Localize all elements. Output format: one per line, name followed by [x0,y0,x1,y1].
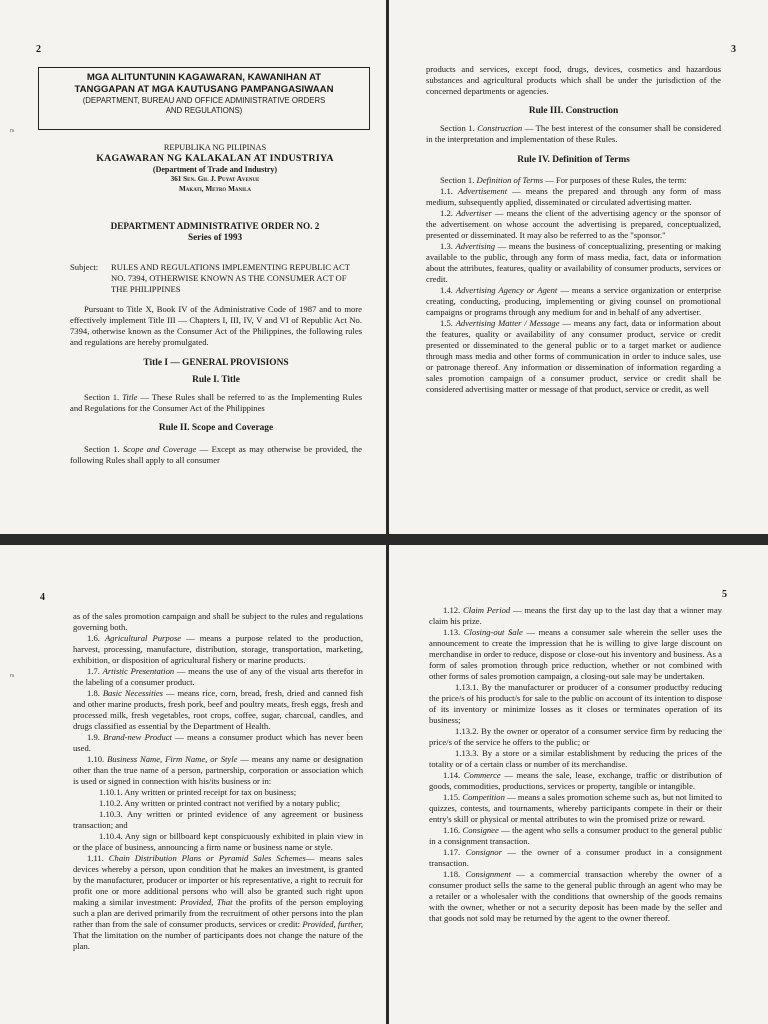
def-number: 1.10. [87,754,105,764]
page-5-body [429,605,722,924]
def-term: Artistic Presentation [102,666,175,676]
def-number: 1.16. [443,825,461,835]
def-term: Claim Period [462,605,511,615]
def-number: 1.7. [87,666,100,676]
definition-1-15 [429,792,722,825]
def-text: — means any fact, data or information about the features, quality or availability of any consumer product, service or credit presented or disseminated to the general public or to a target market or audience through mass media and other forms of communication in order to induce sales, use or patronage thereof. Any information or dissemination of information regarding a sales promotion campaign of a consumer product, service or credit shall be considered advertising matter or message of that product, service or credit, as well [426,318,721,394]
order-series: Series of 1993 [187,232,243,242]
definition-1-4 [426,285,721,318]
def-text: — the agent who sells a consumer product to the general public in a consignment transaction. [429,825,723,846]
def-text: — means the first day up to the last day that a winner may claim his prize. [429,605,722,626]
definition-1-13-2: 1.13.2. By the owner or operator of a consumer service firm by reducing the price/s of the service he offers to the public; or [429,726,722,747]
def-text: — means the prepared and through any form of mass medium, subsequently applied, disseminated or circulated advertising matter. [426,186,722,207]
def-term: Competition [462,792,505,802]
department-english: (Department of Trade and Industry) [152,165,278,174]
preamble: Pursuant to Title X, Book IV of the Administrative Code of 1987 and to more effectively implement Title III — Chapters I, III, IV, V and VI of Republic Act No. 7394, otherwise known as the Consumer Act of the Philippines, the following rules and regulations are hereby promulgated. [70,304,362,347]
header-box [38,67,370,130]
address-line2: Makati, Metro Manila [178,184,252,193]
def-term: Brand-new Product [103,732,172,742]
def-number: 1.12. [443,605,461,615]
def-term: Consignment [465,869,511,879]
subject-text: RULES AND REGULATIONS IMPLEMENTING REPUBLIC ACT NO. 7394, OTHERWISE KNOWN AS THE CONSUMER ACT OF THE PHILIPPINES [111,262,350,294]
def-text: — means a sales promotion scheme such as, but not limited to quizzes, contests, and tournaments, whereby participants compete in their or their entry's skill or physical or mental attributes to win the promised prize or reward. [429,792,722,824]
def-number: 1.15. [443,792,461,802]
page-number: 2 [36,44,41,55]
section-term: Title [122,392,138,402]
subject-label: Subject: [70,262,99,272]
def-number: 1.4. [440,285,453,295]
header-subtitle-line2: AND REGULATIONS) [165,106,243,115]
def-term: Basic Necessities [102,688,164,698]
def-term: Consignor [465,847,502,857]
def-term: Advertising Agency or Agent [455,285,558,295]
rule-1-section-1 [70,392,362,414]
def-term: Advertising [455,241,496,251]
header-title-line1: MGA ALITUNTUNIN KAGAWARAN, KAWANIHAN AT [86,72,322,83]
definition-1-10-1: 1.10.1. Any written or printed receipt for tax on business; [99,787,297,797]
def-term: Advertiser [456,208,492,218]
def-text: — means the use of any of the visual arts therefor in the labeling of a consumer product. [73,666,363,687]
definition-1-10-2: 1.10.2. Any written or printed contract not verified by a notary public; [99,798,341,808]
definition-1-13-1: 1.13.1. By the manufacturer or producer of a consumer productby reducing the price/s of his product/s for sale to the public on account of its intention to dispose of its inventory or minimize losses as it closes or terminates operation of its business; [429,682,722,725]
definition-1-13 [429,627,722,682]
definition-1-11 [73,853,363,952]
def-term: Consignee [462,825,499,835]
continuation: as of the sales promotion campaign and shall be subject to the rules and regulations governing both. [73,611,363,632]
republic: REPUBLIKA NG PILIPINAS [163,143,267,152]
def-text: — means a purpose related to the production, harvest, processing, manufacture, distribution, storage, transportation, marketing, exhibition, or disposition of agricultural fishery or marine products. [73,633,363,665]
def-number: 1.14. [443,770,461,780]
def-term: Closing-out Sale [463,627,523,637]
definition-1-16 [429,825,722,847]
def-text: That the limitation on the number of participants does not change the nature of the plan. [73,930,363,951]
address-line1: 361 Sen. Gil J. Puyat Avenue [170,175,260,183]
section-text: — The best interest of the consumer shall be considered in the interpretation and implementation of these Rules. [426,123,721,144]
rule-4-heading: Rule IV. Definition of Terms [517,155,630,165]
def-number: 1.5. [440,318,453,328]
definition-1-9 [73,732,363,754]
page-4 [0,545,386,1024]
page-3-body [426,64,721,395]
def-number: 1.13. [443,627,461,637]
def-term: Agricultural Purpose [104,633,182,643]
section-label: Section 1. [440,175,475,185]
definition-1-12 [429,605,722,627]
proviso: Provided, That [180,897,233,907]
definition-1-14 [429,770,722,792]
def-text: — means a consumer product which has never been used. [73,732,363,753]
rule-2-heading: Rule II. Scope and Coverage [158,423,274,433]
def-text: the profits of the person employing such a plan are derived primarily from the recruitment of other persons into the plan rather than from the sale of consumer products, services or credit: [73,897,363,929]
definition-1-5 [426,318,721,395]
definition-1-13-3: 1.13.3. By a store or a similar establishment by reducing the prices of the totality or of a certain class or number of its merchandise. [429,748,722,769]
def-text: — means the sale, lease, exchange, traffic or distribution of goods, commodities, productions, services or property, tangible or intangible. [429,770,722,791]
rule-3-section-1 [426,123,721,145]
definition-1-10-3: 1.10.3. Any written or printed evidence of any agreement or business transaction; and [73,809,363,830]
section-text: — These Rules shall be referred to as the Implementing Rules and Regulations for the Consumer Act of the Philippines [70,392,362,413]
def-text: — means sales devices whereby a person, upon condition that he makes an investment, is granted by the manufacturer, producer or importer or his representative, a right to recruit for profit one or more additional persons who will also be granted such right upon making a similar investment: [73,853,363,907]
definition-1-1 [426,186,721,208]
def-number: 1.3. [440,241,453,251]
section-label: Section 1. [84,392,120,402]
rule-4-section-1 [426,175,721,186]
rule-3-heading: Rule III. Construction [528,106,619,116]
def-term: Advertising Matter / Message [455,318,560,328]
def-text: — means any name or designation other than the true name of a person, partnership, corporation or association which is used or signed in connection with his/its business or in: [73,754,363,786]
def-number: 1.11. [87,853,104,863]
page-number: 4 [40,592,45,603]
rule-2-section-1 [70,444,362,466]
def-text: — means rice, corn, bread, fresh, dried and canned fish and other marine products, fresh pork, beef and poultry meats, fresh eggs, fresh and processed milk, fresh vegetables, root crops, coffee, sugar, charcoal, candles, and drugs classified as essential by the Department of Health. [73,688,363,731]
page-4-body [73,611,363,952]
margin-mark: rs [10,673,15,679]
def-number: 1.9. [87,732,100,742]
section-term: Definition of Terms [476,175,544,185]
def-term: Advertisement [457,186,508,196]
def-text: — the owner of a consumer product in a consignment transaction. [429,847,722,868]
page-number: 3 [731,44,736,55]
definition-1-8 [73,688,363,732]
definition-1-2 [426,208,721,241]
def-text: — a commercial transaction whereby the owner of a consumer product sells the same to the general public through an agent who may be a retailer or a wholesaler with the conditions that ownership of the goods remains with the owner, whether or not a security deposit has been made by the seller and that goods not sold may be returned by the agent to the owner thereof. [429,869,722,923]
def-text: — means the business of conceptualizing, presenting or making available to the public, through any form of mass media, fact, data or information about the attributes, features, quality or availability of consumer products, services or credit. [426,241,721,284]
def-number: 1.6. [87,633,100,643]
continuation: products and services, except food, drugs, devices, cosmetics and hazardous substances and agricultural products which shall be under the jurisdiction of the concerned departments or agencies. [426,64,721,96]
department: KAGAWARAN NG KALAKALAN AT INDUSTRIYA [96,153,334,164]
page-2-body [70,304,362,466]
section-term: Scope and Coverage [122,444,197,454]
section-label: Section 1. [84,444,120,454]
def-term: Chain Distribution Plans or Pyramid Sales Schemes [108,853,306,863]
def-term: Commerce [463,770,501,780]
section-text: — Except as may otherwise be provided, the following Rules shall apply to all consumer [70,444,362,465]
section-label: Section 1. [440,123,475,133]
page-5 [389,545,768,1024]
definition-1-18 [429,869,722,924]
title-1-heading: Title I — GENERAL PROVISIONS [143,358,289,368]
def-number: 1.17. [443,847,461,857]
def-text: — means a service organization or enterprise creating, conducting, producing, implementing or giving counsel on promotional campaigns or programs through any medium for and in behalf of any advertiser. [426,285,721,317]
page-number: 5 [722,589,727,600]
def-text: — means the client of the advertising agency or the sponsor of the advertisement on whose account the advertising is prepared, conceptualized, presented or disseminated. It may also be referred to as the "sponsor." [426,208,721,240]
issuer-block [70,143,360,194]
page-3 [389,0,768,534]
rule-1-heading: Rule I. Title [192,375,240,385]
definition-1-10 [73,754,363,787]
proviso: Provided, further, [302,919,363,929]
def-number: 1.1. [440,186,453,196]
def-text: — means a consumer sale wherein the seller uses the announcement to create the impression that he is willing to give large discount on merchandise in order to reduce, dispose or close-out his inventory and business. As a form of sales promotion through price reduction, whether or not combined with other forms of sales promotion campaign, a closing-out sale may be undertaken. [429,627,722,681]
header-subtitle-line1: (DEPARTMENT, BUREAU AND OFFICE ADMINISTRATIVE ORDERS [82,96,326,105]
order-heading [70,221,360,243]
page-2 [0,0,386,534]
def-number: 1.18. [443,869,461,879]
section-text: — For purposes of these Rules, the term: [545,175,687,185]
order-title: DEPARTMENT ADMINISTRATIVE ORDER NO. 2 [110,221,320,231]
definition-1-10-4: 1.10.4. Any sign or billboard kept conspicuously exhibited in plain view in or the place of business, announcing a firm name or business name or style. [73,831,363,852]
def-number: 1.2. [440,208,453,218]
section-term: Construction [477,123,523,133]
def-number: 1.8. [87,688,100,698]
definition-1-7 [73,666,363,688]
margin-mark: rs [10,128,15,134]
definition-1-6 [73,633,363,666]
definition-1-17 [429,847,722,869]
header-title-line2: TANGGAPAN AT MGA KAUTUSANG PAMPANGASIWAAN [74,84,334,95]
def-term: Business Name, Firm Name, or Style [107,754,238,764]
definition-1-3 [426,241,721,285]
subject [70,262,362,295]
